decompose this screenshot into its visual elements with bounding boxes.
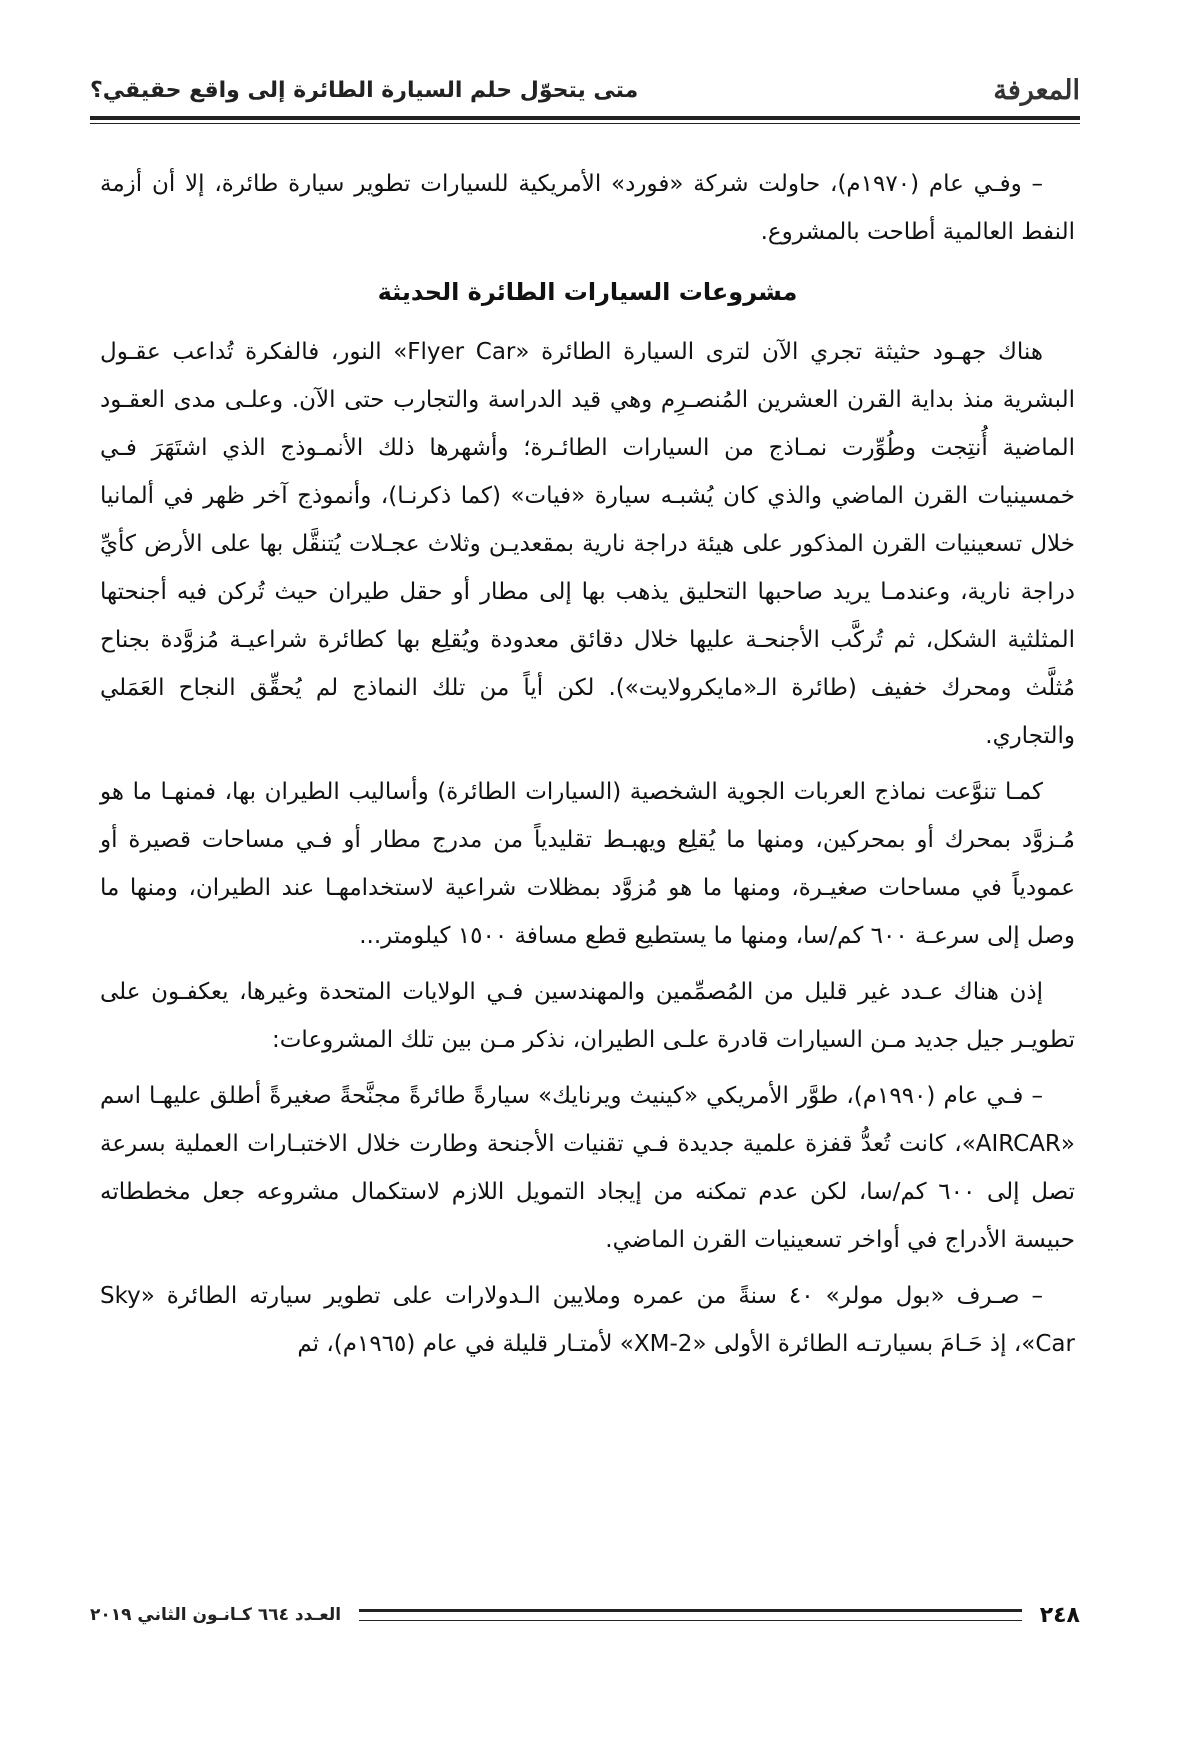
paragraph-sky-car: – صـرف «بول مولر» ٤٠ سنةً من عمره وملايين الـدولارات على تطوير سيارته الطائرة «Sky Car»، إذ حَـامَ بسيارتـه الطائرة الأولى «XM-2» لأمتـار قليلة في عام (١٩٦٥م)، ثم xyxy=(100,1283,1075,1357)
page-footer xyxy=(90,1600,1080,1630)
paragraph-ford-1970: – وفـي عام (١٩٧٠م)، حاولت شركة «فورد» الأمريكية للسيارات تطوير سيارة طائرة، إلا أن أزمة النفط العالمية أطاحت بالمشروع. xyxy=(100,171,1075,245)
section-heading: مشروعات السيارات الطائرة الحديثة xyxy=(377,278,798,306)
page-header xyxy=(90,68,1080,112)
issue-info: العـدد ٦٦٤ كـانـون الثاني ٢٠١٩ xyxy=(90,1605,342,1625)
paragraph-aircar-1990: – فـي عام (١٩٩٠م)، طوَّر الأمريكي «كينيث ويرنايك» سيارةً طائرةً مجنَّحةً صغيرةً أطلق عليهـا اسم «AIRCAR»، كانت تُعدُّ قفزة علمية جديدة فـي تقنيات الأجنحة وطارت خلال الاختبـارات العملية بسرعة تصل إلى ٦٠٠ كم/سا، لكن عدم تمكنه من إيجاد التمويل اللازم لاستكمال مشروعه جعل مخططاته حبيسة الأدراج في أواخر تسعينيات القرن الماضي. xyxy=(100,1083,1075,1253)
paragraph-vehicle-types: كمـا تنوَّعت نماذج العربات الجوية الشخصية (السيارات الطائرة) وأساليب الطيران بها، فمنهـا ما هو مُـزوَّد بمحرك أو بمحركين، ومنها ما يُقلِع ويهبـط تقليدياً من مدرج مطار أو فـي مساحات قصيرة أو عمودياً في مساحات صغيـرة، ومنها ما هو مُزوَّد بمظلات شراعية لاستخدامهـا عند الطيران، ومنها ما وصل إلى سرعـة ٦٠٠ كم/سا، ومنها ما يستطيع قطع مسافة ١٥٠٠ كيلومتر... xyxy=(100,779,1075,949)
paragraph-designers: إذن هناك عـدد غير قليل من المُصمِّمين والمهندسين فـي الولايات المتحدة وغيرها، يعكفـون على تطويـر جيل جديد مـن السيارات قادرة علـى الطيران، نذكر مـن بين تلك المشروعات: xyxy=(100,979,1075,1053)
page-number: ٢٤٨ xyxy=(1039,1602,1080,1628)
magazine-logo: المعرفة xyxy=(993,74,1080,106)
header-rule-thin xyxy=(90,123,1080,124)
article-body xyxy=(100,160,1075,1376)
running-title: متى يتحوّل حلم السيارة الطائرة إلى واقع حقيقي؟ xyxy=(90,77,639,103)
footer-rule xyxy=(359,1609,1022,1621)
paragraph-flyer-car: هناك جهـود حثيثة تجري الآن لترى السيارة الطائرة «Flyer Car» النور، فالفكرة تُداعب عقـول البشرية منذ بداية القرن العشرين المُنصـرِم وهي قيد الدراسة والتجارب حتى الآن. وعلـى مدى العقـود الماضية أُنتِجت وطُوِّرت نمـاذج من السيارات الطائـرة؛ وأشهرها ذلك الأنمـوذج الذي اشتَهَرَ فـي خمسينيات القرن الماضي والذي كان يُشبـه سيارة «فيات» (كما ذكرنـا)، وأنموذج آخر ظهر في ألمانيا خلال تسعينيات القرن المذكور على هيئة دراجة نارية بمقعديـن وثلاث عجـلات يُتنقَّل بها على الأرض كأيِّ دراجة نارية، وعندمـا يريد صاحبها التحليق يذهب بها إلى مطار أو حقل طيران حيث تُركن فيه أجنحتها المثلثية الشكل، ثم تُركَّب الأجنحـة عليها خلال دقائق معدودة ويُقلِع بها كطائرة شراعيـة مُزوَّدة بجناح مُثلَّث ومحرك خفيف (طائرة الـ«مايكرولايت»). لكن أياً من تلك النماذج لم يُحقِّق النجاح العَمَلي والتجاري. xyxy=(100,339,1075,749)
header-rule-thick xyxy=(90,116,1080,120)
